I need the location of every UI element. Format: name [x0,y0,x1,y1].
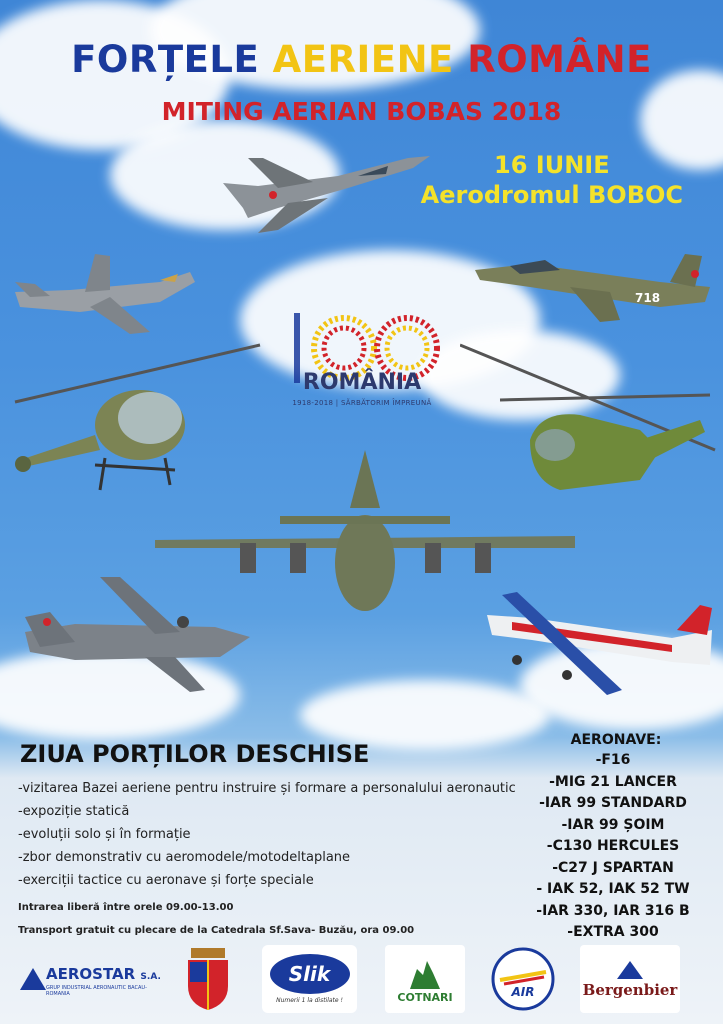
logo-tagline: 1918-2018 | SĂRBĂTORIM ÎMPREUNĂ [292,399,432,407]
f16-aircraft [10,252,220,342]
logo-country: ROMÂNIA [302,370,422,395]
c27j-aircraft [15,572,255,697]
list-item: -IAR 99 STANDARD [539,795,687,811]
slik-name: Slik [288,962,331,986]
title-word-3: ROMÂNE [467,38,652,81]
poster-title [0,38,723,81]
sponsor-cotnari [385,945,465,1013]
aircraft-list [533,752,693,946]
cotnari-name: COTNARI [397,990,453,1004]
aerostar-tagline: GRUP INDUSTRIAL AERONAUTIC BACAU-ROMANIA [46,985,147,997]
list-item: -MIG 21 LANCER [549,773,677,790]
list-item: -vizitarea Bazei aeriene pentru instruire și formare a personalului aeronautic [18,781,516,796]
entry-info: Intrarea liberă între orele 09.00-13.00 [18,902,234,913]
list-item: -C130 HERCULES [546,838,680,854]
aerostar-logo-icon [18,966,48,992]
bergenbier-name: Bergenbier [582,981,678,999]
list-item: -zbor demonstrativ cu aeromodele/motodeltaplane [18,850,351,865]
aircraft-list-heading: AERONAVE: [570,732,662,748]
list-item: -exerciții tactice cu aeronave și forțe speciale [18,873,314,888]
event-date-block [421,150,683,210]
slik-tagline: Numerii 1 la distilate ! [276,997,343,1004]
aerostar-suffix: S.A. [140,972,161,982]
event-location: Aerodromul BOBOC [420,181,683,209]
event-subtitle: MITING AERIAN BOBAS 2018 [161,97,562,126]
list-item: -IAR 330, IAR 316 B [536,902,690,919]
buzau-coat-of-arms [180,945,235,1013]
list-item: -F16 [595,752,631,768]
title-word-2: AERIENE [272,38,454,81]
logo-years: 1918-2018 [292,399,334,407]
list-item: - IAK 52, IAK 52 TW [536,881,690,897]
list-item: -C27 J SPARTAN [552,859,674,876]
sponsor-air [488,945,558,1013]
air-name: AIR [511,985,535,999]
iar99-aircraft [470,252,715,332]
list-item: -EXTRA 300 [567,924,659,940]
bergenbier-logo-icon [615,959,645,981]
air-logo-icon [490,946,556,1012]
transport-info: Transport gratuit cu plecare de la Catedrala Sf.Sava- Buzău, ora 09.00 [18,925,415,936]
sponsor-slik [262,945,357,1013]
open-day-title: ZIUA PORȚILOR DESCHISE [20,740,370,768]
coat-of-arms-icon [183,946,233,1012]
aerostar-name: AEROSTAR [46,965,136,983]
iak52-aircraft [472,590,717,705]
event-date: 16 IUNIE [494,151,610,179]
list-item: -IAR 99 ȘOIM [561,816,665,833]
sponsor-bergenbier [580,945,680,1013]
logo-motto: SĂRBĂTORIM ÎMPREUNĂ [340,399,432,407]
mig21-aircraft [218,148,433,238]
cotnari-logo-icon [405,955,445,991]
list-item: -expoziție statică [18,804,130,819]
title-word-1: FORȚELE [71,38,260,81]
open-day-activities [18,781,516,896]
aircraft-tail-number: 718 [635,291,661,305]
sponsor-aerostar [18,945,163,1013]
list-item: -evoluții solo și în formație [18,827,191,842]
